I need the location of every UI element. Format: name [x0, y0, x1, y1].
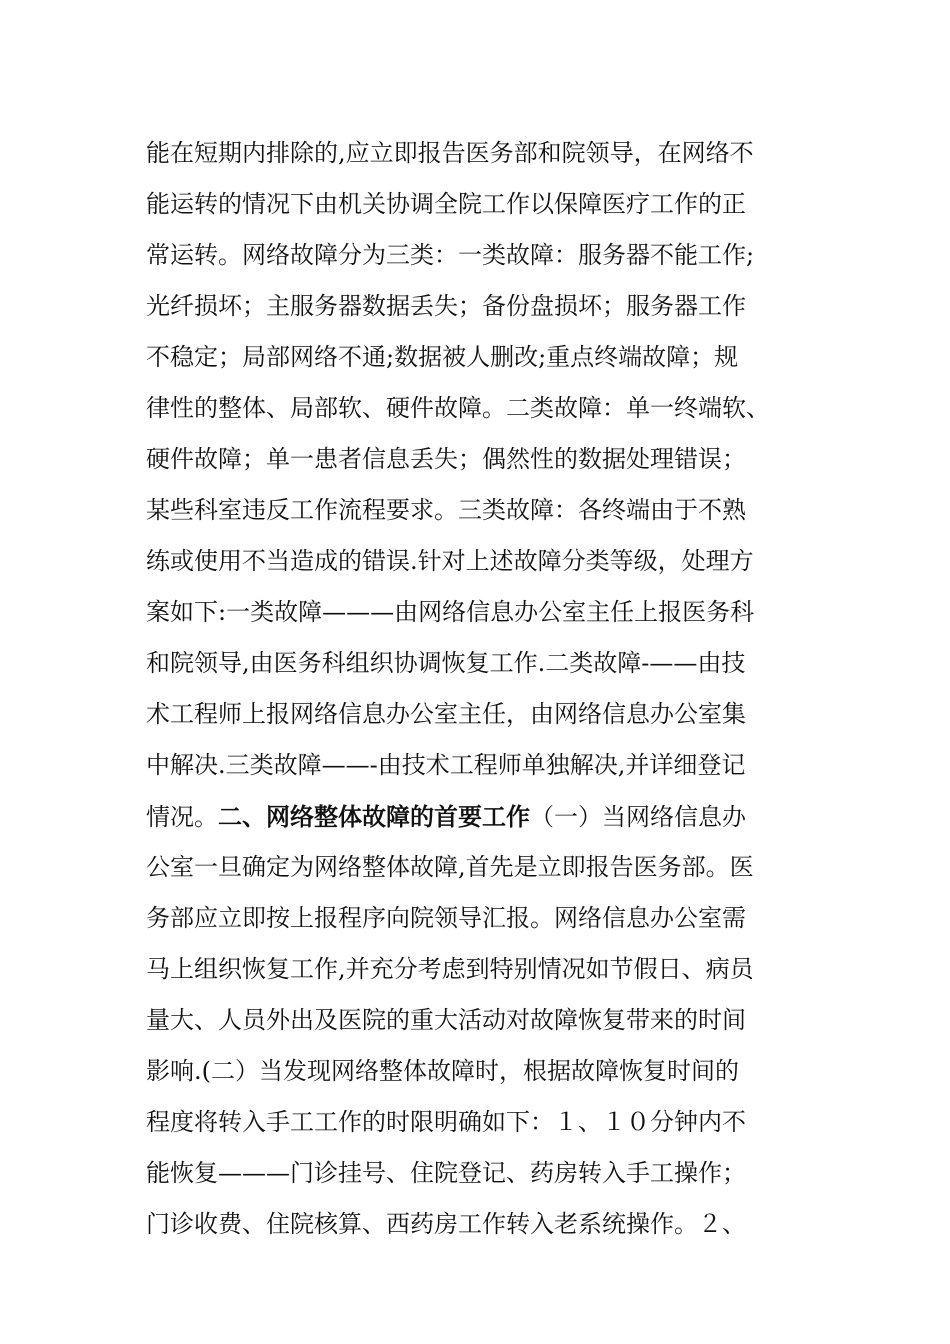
section-heading: 二、网络整体故障的首要工作 [218, 802, 530, 831]
text-line: 务部应立即按上报程序向院领导汇报。网络信息办公室需 [146, 904, 746, 932]
text-line: 能恢复———门诊挂号、住院登记、药房转入手工操作； [146, 1159, 746, 1187]
text-segment: （一）当网络信息办 [530, 803, 746, 831]
text-line: 不稳定；局部网络不通;数据被人删改;重点终端故障；规 [146, 343, 739, 371]
text-line: 案如下:一类故障———由网络信息办公室主任上报医务科 [146, 598, 755, 626]
text-line: 门诊收费、住院核算、西药房工作转入老系统操作。２、 [146, 1210, 746, 1238]
text-line: 中解决.三类故障——-由技术工程师单独解决,并详细登记 [146, 751, 746, 779]
text-line: 练或使用不当造成的错误.针对上述故障分类等级，处理方 [146, 547, 754, 575]
text-line: 量大、人员外出及医院的重大活动对故障恢复带来的时间 [146, 1006, 746, 1034]
text-line: 公室一旦确定为网络整体故障,首先是立即报告医务部。医 [146, 853, 754, 881]
text-segment: 情况。 [146, 803, 218, 831]
text-line: 常运转。网络故障分为三类：一类故障：服务器不能工作; [146, 241, 755, 269]
text-line: 某些科室违反工作流程要求。三类故障：各终端由于不熟 [146, 496, 746, 524]
text-line-with-heading [146, 791, 806, 842]
text-line: 能运转的情况下由机关协调全院工作以保障医疗工作的正 [146, 190, 746, 218]
document-body [146, 128, 806, 1250]
text-line: 光纤损坏；主服务器数据丢失；备份盘损坏；服务器工作 [146, 292, 746, 320]
text-line: 术工程师上报网络信息办公室主任，由网络信息办公室集 [146, 700, 746, 728]
text-line: 律性的整体、局部软、硬件故障。二类故障：单一终端软、 [146, 394, 770, 422]
text-line: 马上组织恢复工作,并充分考虑到特别情况如节假日、病员 [146, 955, 754, 983]
text-line: 程度将转入手工工作的时限明确如下：１、１０分钟内不 [146, 1108, 746, 1136]
text-line: 和院领导,由医务科组织协调恢复工作.二类故障-——由技 [146, 649, 746, 677]
text-line: 影响.(二）当发现网络整体故障时，根据故障恢复时间的 [146, 1057, 739, 1085]
text-line: 硬件故障；单一患者信息丢失；偶然性的数据处理错误； [146, 445, 746, 473]
text-line: 能在短期内排除的,应立即报告医务部和院领导，在网络不 [146, 139, 754, 167]
